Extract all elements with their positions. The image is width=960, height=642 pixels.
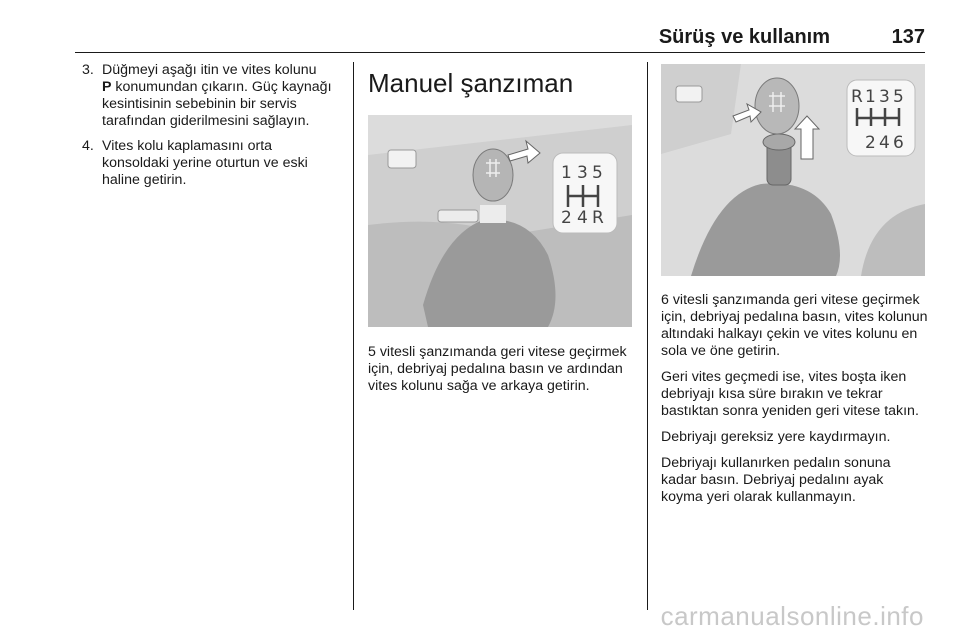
- gear-label: R: [592, 208, 604, 228]
- step-text-cont: konumundan çıkarın. Güç kaynağı kesintisinin sebebinin bir servis tarafından giderilmesini sağlayın.: [102, 79, 332, 129]
- step-number: 4.: [82, 138, 94, 154]
- gear-label: 1: [865, 87, 876, 107]
- header-title: Sürüş ve kullanım: [658, 26, 830, 48]
- watermark: carmanualsonline.info: [660, 601, 924, 631]
- gear-label: 5: [592, 163, 603, 183]
- paragraph: Debriyajı gereksiz yere kaydırmayın.: [661, 429, 891, 445]
- column-3-text: [661, 292, 929, 515]
- step-text: Düğmeyi aşağı itin ve vites kolunu: [102, 62, 317, 78]
- gear-shift-5-speed-illustration: [368, 115, 632, 327]
- gear-label: 2: [561, 208, 572, 228]
- paragraph: Geri vites geçmedi ise, vites boşta iken debriyajı kısa süre bırakın ve tekrar bastıktan sonra yeniden geri vitese takın.: [661, 369, 919, 419]
- column-2: [368, 62, 636, 100]
- gear-shift-6-speed-illustration: [661, 64, 925, 276]
- column-1: [82, 62, 342, 197]
- gear-label: 2: [865, 133, 876, 153]
- section-title: Manuel şanzıman: [368, 68, 574, 98]
- column-2-text: [368, 344, 638, 404]
- gear-label: 4: [577, 208, 588, 228]
- paragraph: 6 vitesli şanzımanda geri vitese geçirmek için, debriyaj pedalına basın, vites kolunun altındaki halkayı çekin ve vites kolunu en sola ve öne getirin.: [661, 292, 928, 359]
- paragraph: 5 vitesli şanzımanda geri vitese geçirmek için, debriyaj pedalına basın ve ardından vites kolunu sağa ve arkaya getirin.: [368, 344, 627, 394]
- gear-position-p: P: [102, 79, 112, 95]
- gear-shift-6-speed-drawing: [661, 64, 925, 276]
- step-3: [82, 62, 342, 130]
- column-divider: [353, 62, 354, 610]
- page-header: [75, 22, 925, 53]
- step-text: Vites kolu kaplamasını orta konsoldaki yerine oturtun ve eski haline getirin.: [102, 138, 308, 188]
- gear-label: 6: [893, 133, 904, 153]
- paragraph: Debriyajı kullanırken pedalın sonuna kadar basın. Debriyaj pedalını ayak koyma yeri olarak kullanmayın.: [661, 455, 891, 505]
- gear-label: 3: [879, 87, 890, 107]
- column-divider: [647, 62, 648, 610]
- gear-label: 1: [561, 163, 572, 183]
- gear-shift-5-speed-drawing: [368, 115, 632, 327]
- gear-label: R: [851, 87, 863, 107]
- page-number: 137: [891, 26, 925, 48]
- step-number: 3.: [82, 62, 94, 78]
- step-4: [82, 138, 342, 189]
- gear-label: 4: [879, 133, 890, 153]
- gear-label: 3: [577, 163, 588, 183]
- gear-label: 5: [893, 87, 904, 107]
